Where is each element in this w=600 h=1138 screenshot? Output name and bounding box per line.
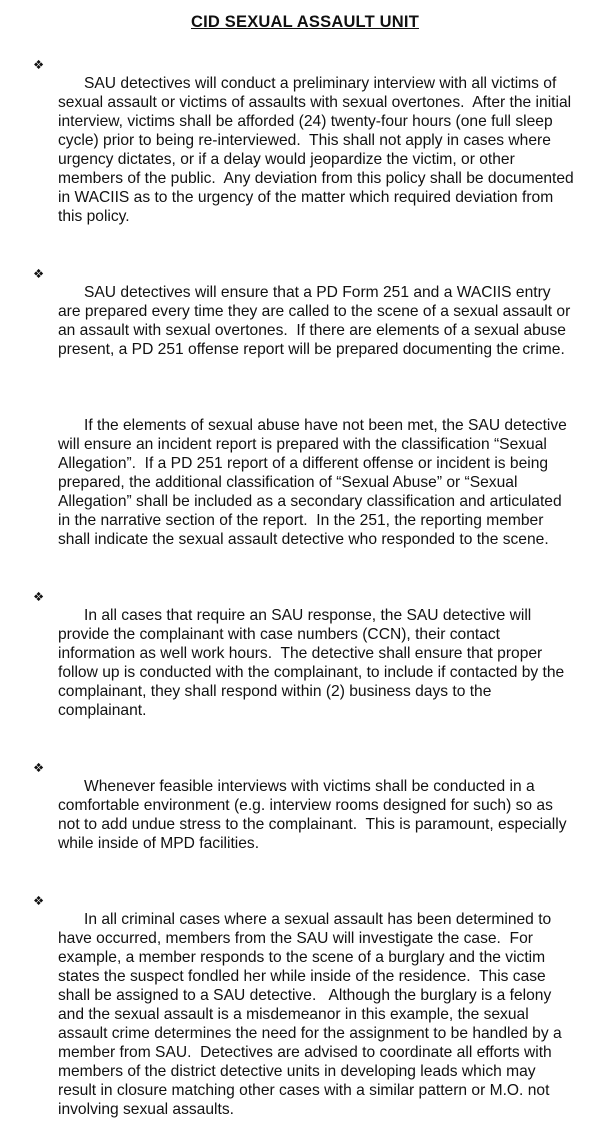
diamond-bullet-icon: ❖	[33, 588, 45, 604]
bullet-item-text: SAU detectives will conduct a preliminary interview with all victims of sexual assault or victims of assaults with sexual overtones. After the initial interview, victims shall be afforded (24) twenty-four hours (one full sleep cycle) prior to being re-interviewed. This shall not apply in cases where urgency dictates, or if a delay would jeopardize the victim, or other members of the public. Any deviation from this policy shall be documented in WACIIS as to the urgency of the matter which required deviation from this policy.	[58, 75, 579, 225]
bullet-item-text: In all cases that require an SAU response, the SAU detective will provide the complainant with case numbers (CCN), their contact information as well work hours. The detective shall ensure that proper follow up is conducted with the complainant, to include if contacted by the complainant, they shall respond within (2) business days to the complainant.	[58, 607, 569, 719]
bullet-list	[33, 55, 577, 1138]
bullet-item-text: SAU detectives will ensure that a PD Form 251 and a WACIIS entry are prepared every time they are called to the scene of a sexual assault or an assault with sexual overtones. If there are elements of a sexual abuse present, a PD 251 offense report will be prepared documenting the crime.	[58, 284, 575, 358]
continuation-paragraph-text: If the elements of sexual abuse have not been met, the SAU detective will ensure an incident report is prepared with the classification “Sexual Allegation”. If a PD 251 report of a different offense or incident is being prepared, the additional classification of “Sexual Abuse” or “Sexual Allegation” shall be included as a secondary classification and articulated in the narrative section of the report. In the 251, the reporting member shall indicate the sexual assault detective who responded to the scene.	[58, 417, 572, 548]
bullet-item	[33, 264, 577, 378]
diamond-bullet-icon: ❖	[33, 265, 45, 281]
bullet-item-text: In all criminal cases where a sexual assault has been determined to have occurred, members from the SAU will investigate the case. For example, a member responds to the scene of a burglary and the victim states the suspect fondled her while inside of the residence. This case shall be assigned to a SAU detective. Although the burglary is a felony and the sexual assault is a misdemeanor in this example, the sexual assault crime determines the need for the assignment to be handled by a member from SAU. Detectives are advised to coordinate all efforts with members of the district detective units in developing leads which may result in closure matching other cases with a similar pattern or M.O. not involving sexual assaults.	[58, 911, 566, 1118]
bullet-item	[33, 758, 577, 872]
diamond-bullet-icon: ❖	[33, 892, 45, 908]
continuation-paragraph	[33, 397, 577, 568]
bullet-item	[33, 587, 577, 739]
bullet-item	[33, 891, 577, 1138]
bullet-item-text: Whenever feasible interviews with victims shall be conducted in a comfortable environment (e.g. interview rooms designed for such) so as not to add undue stress to the complainant. This is paramount, especially while inside of MPD facilities.	[58, 778, 571, 852]
bullet-item	[33, 55, 577, 245]
diamond-bullet-icon: ❖	[33, 56, 45, 72]
page-title: CID SEXUAL ASSAULT UNIT	[191, 13, 419, 31]
diamond-bullet-icon: ❖	[33, 759, 45, 775]
